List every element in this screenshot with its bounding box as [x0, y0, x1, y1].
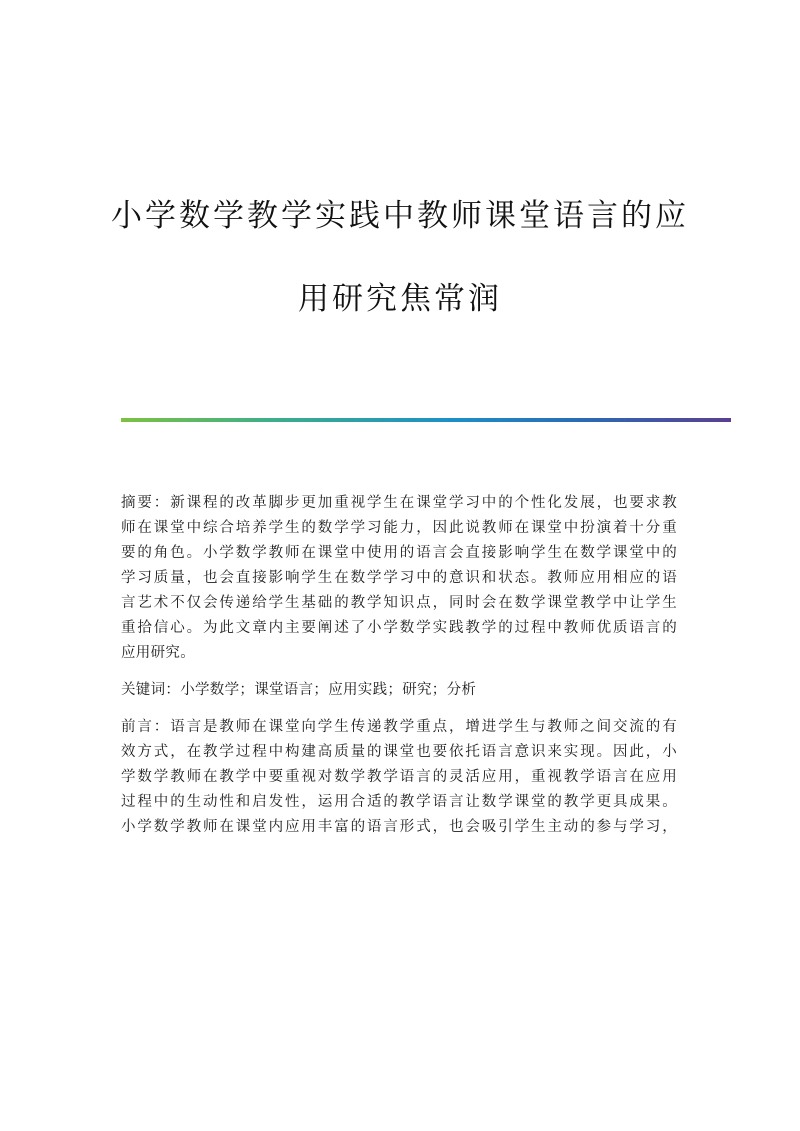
gradient-divider: [121, 418, 731, 422]
document-title-line-1: 小学数学教学实践中教师课堂语言的应: [111, 198, 689, 234]
document-body: [121, 491, 677, 840]
preface-line: 小学数学教师在课堂内应用丰富的语言形式，也会吸引学生主动的参与学习，: [121, 819, 677, 835]
preface-line: 学数学教师在教学中要重视对数学教学语言的灵活应用，重视教学语言在应用: [121, 769, 677, 785]
abstract-line: 摘要：新课程的改革脚步更加重视学生在课堂学习中的个性化发展，也要求教: [121, 495, 677, 511]
abstract-line: 学习质量，也会直接影响学生在数学学习中的意识和状态。教师应用相应的语: [121, 570, 677, 586]
keywords-line: 关键词：小学数学；课堂语言；应用实践；研究；分析: [121, 682, 477, 698]
abstract-line: 应用研究。: [121, 645, 195, 661]
abstract-line: 要的角色。小学数学教师在课堂中使用的语言会直接影响学生在数学课堂中的: [121, 545, 677, 561]
preface-line: 过程中的生动性和启发性，运用合适的教学语言让数学课堂的教学更具成果。: [121, 794, 677, 810]
preface-section: [121, 715, 677, 840]
abstract-section: [121, 491, 677, 666]
preface-line: 前言：语言是教师在课堂向学生传递教学重点，增进学生与教师之间交流的有: [121, 719, 677, 735]
abstract-line: 言艺术不仅会传递给学生基础的教学知识点，同时会在数学课堂教学中让学生: [121, 595, 677, 611]
preface-line: 效方式，在教学过程中构建高质量的课堂也要依托语言意识来实现。因此，小: [121, 744, 677, 760]
abstract-line: 重拾信心。为此文章内主要阐述了小学数学实践教学的过程中教师优质语言的: [121, 620, 677, 636]
abstract-line: 师在课堂中综合培养学生的数学学习能力，因此说教师在课堂中扮演着十分重: [121, 520, 677, 536]
keywords-section: [121, 678, 677, 703]
document-title-line-2: 用研究焦常润: [298, 281, 502, 317]
